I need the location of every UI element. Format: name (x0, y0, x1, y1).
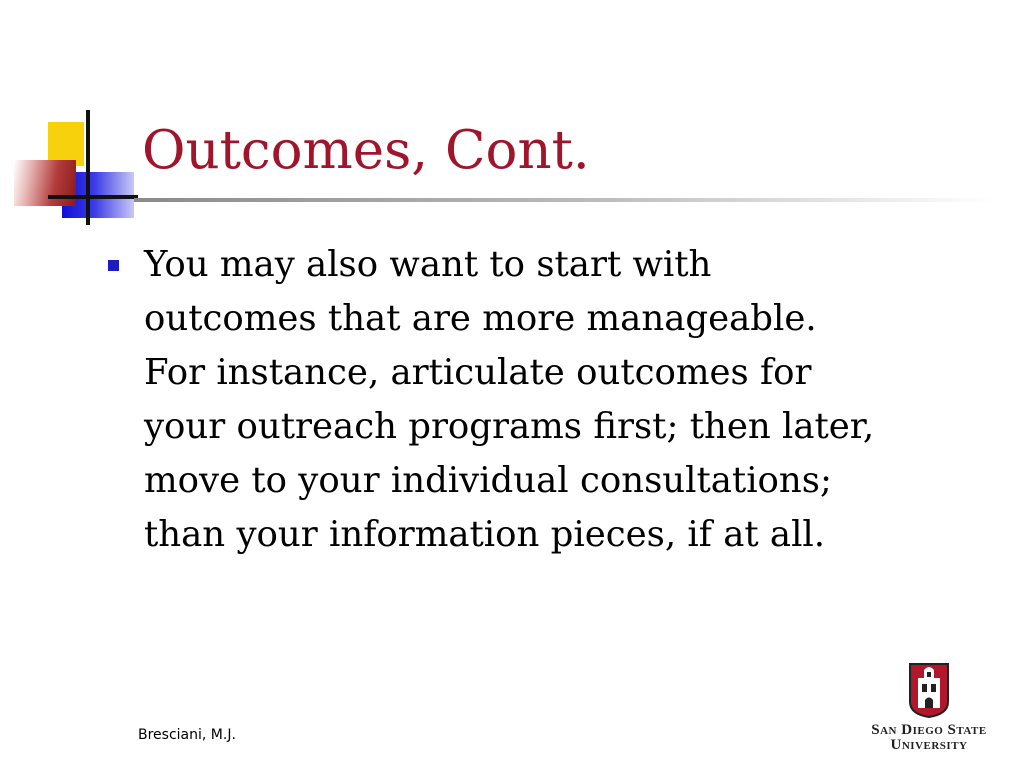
bullet-line: You may also want to start with (144, 244, 712, 285)
slide-title: Outcomes, Cont. (142, 120, 590, 181)
bullet-line: outcomes that are more manageable. (144, 298, 817, 339)
title-underline (134, 198, 994, 202)
vertical-rule (86, 110, 90, 225)
logo-line-2: University (890, 737, 968, 753)
horizontal-rule (48, 195, 138, 199)
bullet-line: than your information pieces, if at all. (144, 514, 826, 555)
bullet-line: your outreach programs first; then later, (144, 406, 875, 447)
university-logo (864, 662, 994, 758)
footer-author: Bresciani, M.J. (138, 727, 236, 743)
tower-emblem-icon (908, 662, 950, 718)
bullet-line: move to your individual consultations; (144, 460, 832, 501)
logo-line-1: San Diego State (871, 722, 987, 738)
bullet-text (144, 238, 964, 562)
square-bullet-icon (108, 260, 119, 271)
red-square (14, 160, 76, 206)
bullet-item (104, 238, 964, 562)
bullet-line: For instance, articulate outcomes for (144, 352, 812, 393)
corner-decoration (0, 0, 150, 230)
slide-body (104, 238, 964, 562)
